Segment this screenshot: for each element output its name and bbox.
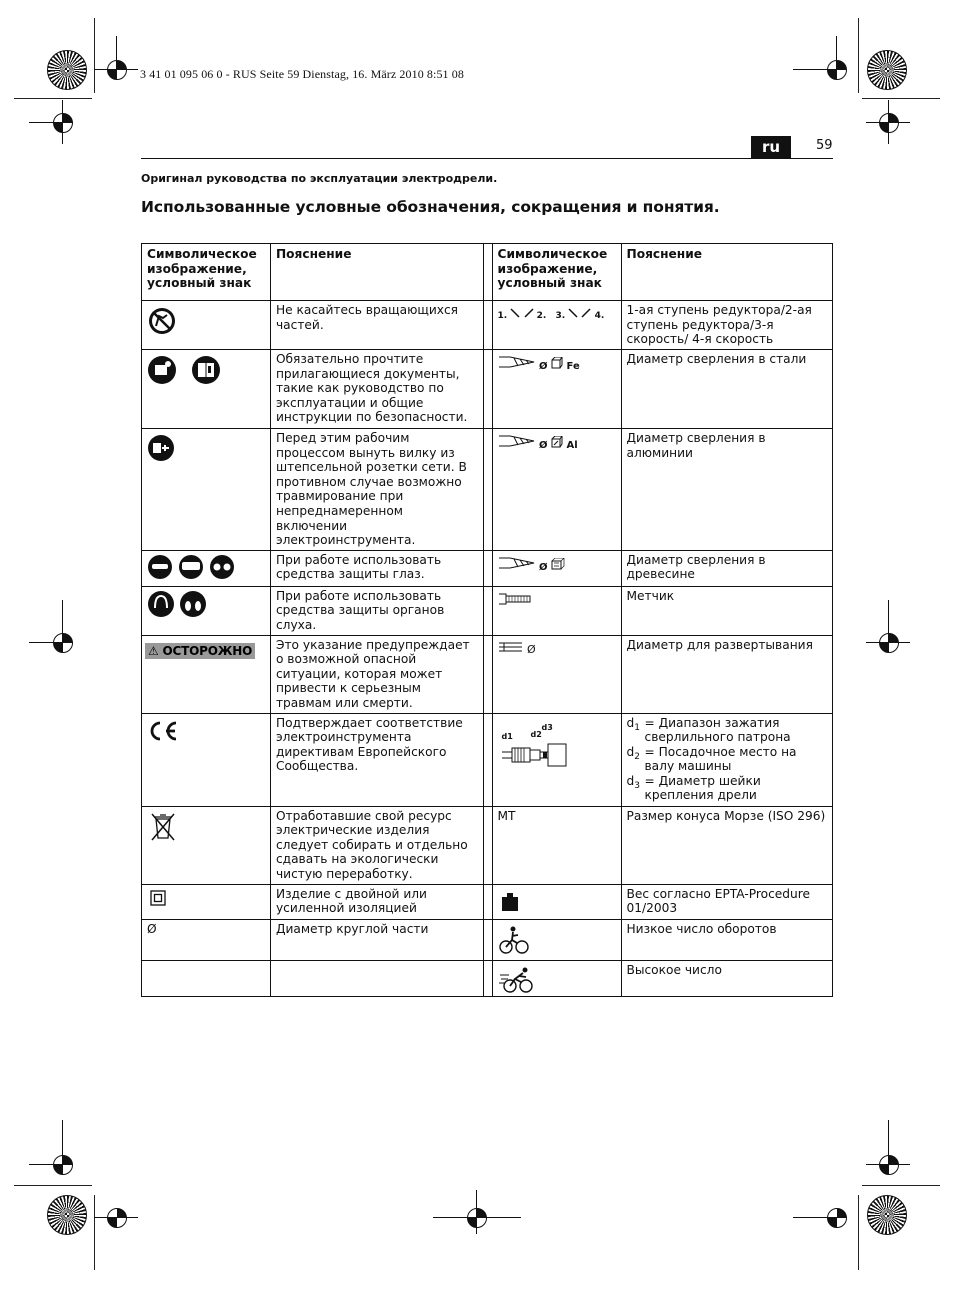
explanation-cell: Вес согласно EPTA-Procedure 01/2003 [621, 884, 833, 919]
table-row [142, 919, 833, 960]
def-symbol: $d_3$ [626, 773, 640, 791]
steel-block-icon [551, 357, 563, 369]
low-speed-cyclist-icon [499, 925, 529, 955]
table-header-row [142, 244, 833, 301]
chuck-drawing [500, 740, 572, 768]
header-explanation-left: Пояснение [270, 244, 483, 301]
gear-step-label: 1. [497, 311, 508, 321]
crop-line [858, 18, 859, 93]
crop-line [862, 98, 940, 99]
crop-line [858, 1195, 859, 1270]
explanation-cell: Диаметр круглой части [270, 919, 483, 960]
def-text: = Диаметр шейки крепления дрели [644, 773, 761, 803]
explanation-cell: Диаметр сверления в стали [621, 350, 833, 429]
drill-bit-icon [568, 308, 578, 318]
warning-label: ⚠ ОСТОРОЖНО [145, 643, 255, 660]
column-gap [483, 586, 492, 635]
explanation-cell: Размер конуса Морзе (ISO 296) [621, 806, 833, 884]
color-rosette-top-left [47, 50, 87, 90]
document-subtitle: Оригинал руководства по эксплуатации электродрели. [141, 172, 498, 185]
table-row [142, 586, 833, 635]
symbol-cell [142, 550, 271, 586]
explanation-cell: Это указание предупреждает о возможной опасной ситуации, которая может привести к серьезным травмам или смерти. [270, 635, 483, 713]
explanation-cell [621, 713, 833, 806]
double-insulation-icon [150, 890, 166, 906]
material-label: Fe [566, 361, 580, 372]
color-rosette-top-right [867, 50, 907, 90]
table-row [142, 884, 833, 919]
explanation-cell: Диаметр сверления в древесине [621, 550, 833, 586]
crosshair-line [888, 100, 889, 144]
column-gap [483, 806, 492, 884]
crosshair-line [62, 100, 63, 144]
do-not-touch-rotating-icon [147, 306, 177, 336]
chuck-definition [627, 745, 828, 774]
symbol-cell [142, 301, 271, 350]
column-gap [483, 429, 492, 551]
chuck-definition [627, 774, 828, 803]
symbol-cell [142, 806, 271, 884]
crop-line [14, 98, 92, 99]
column-gap [483, 713, 492, 806]
symbol-cell [492, 884, 621, 919]
symbol-cell [142, 635, 271, 713]
material-label: Al [566, 440, 578, 451]
table-row [142, 301, 833, 350]
column-gap [483, 635, 492, 713]
drill-bit-icon [524, 308, 534, 318]
diameter-symbol: Ø [527, 642, 536, 656]
aluminium-block-icon [551, 436, 563, 448]
gear-steps-icon [498, 308, 616, 324]
symbol-cell [142, 960, 271, 996]
tap-icon [498, 592, 532, 606]
crosshair-line [793, 69, 837, 70]
diameter-symbol: Ø [539, 361, 548, 372]
crosshair-line [94, 1217, 138, 1218]
crop-line [862, 1185, 940, 1186]
chuck-label-d1: d1 [501, 731, 513, 741]
warning-label-text: ОСТОРОЖНО [162, 643, 253, 658]
explanation-cell: Подтверждает соответствие электроинструмента директивам Европейского Сообщества. [270, 713, 483, 806]
table-row [142, 550, 833, 586]
column-gap [483, 884, 492, 919]
explanation-cell: Высокое число [621, 960, 833, 996]
drill-steel-icon [498, 355, 616, 375]
explanation-cell: Метчик [621, 586, 833, 635]
gear-step-label: 4. [594, 311, 605, 321]
symbol-cell [492, 960, 621, 996]
section-title: Использованные условные обозначения, сокращения и понятия. [141, 198, 720, 216]
explanation-cell: Изделие с двойной или усиленной изоляцией [270, 884, 483, 919]
crosshair-line [62, 600, 63, 644]
print-slug: 3 41 01 095 06 0 - RUS Seite 59 Dienstag, 16. März 2010 8:51 08 [140, 67, 464, 81]
symbol-cell [492, 586, 621, 635]
reamer-bit-icon [498, 641, 524, 653]
symbols-table [141, 243, 833, 997]
column-gap [483, 350, 492, 429]
explanation-cell: Перед этим рабочим процессом вынуть вилку из штепсельной розетки сети. В противном случае возможно травмирование при непреднамеренном включении электроинструмента. [270, 429, 483, 551]
crosshair-line [29, 1164, 73, 1165]
crop-line [94, 1195, 95, 1270]
crosshair-line [866, 1164, 910, 1165]
table-row [142, 960, 833, 996]
color-rosette-bottom-left [47, 1195, 87, 1235]
symbol-cell [142, 350, 271, 429]
drill-bit-icon [498, 556, 536, 570]
def-text: = Посадочное место на валу машины [644, 744, 797, 774]
reamer-icon [498, 641, 616, 658]
explanation-cell: Диаметр для развертывания [621, 635, 833, 713]
table-row [142, 713, 833, 806]
def-symbol: $d_1$ [626, 715, 640, 733]
explanation-cell: При работе использовать средства защиты органов слуха. [270, 586, 483, 635]
symbol-cell [492, 350, 621, 429]
chuck-label-d2: d2 [530, 729, 542, 739]
symbol-cell [492, 550, 621, 586]
weight-icon [501, 892, 519, 912]
gear-step-label: 2. [536, 311, 547, 321]
column-gap [483, 550, 492, 586]
ce-mark-icon [147, 720, 179, 742]
explanation-cell: Низкое число оборотов [621, 919, 833, 960]
crop-line [14, 1185, 92, 1186]
language-badge: ru [751, 136, 791, 158]
wood-block-icon [551, 558, 565, 570]
header-rule [141, 158, 833, 159]
symbol-cell [492, 919, 621, 960]
column-gap [483, 960, 492, 996]
drill-bit-icon [498, 434, 536, 448]
chuck-dims-icon [498, 722, 578, 774]
high-speed-cyclist-icon [499, 966, 535, 994]
header-symbol-left: Символическое изображение, условный знак [142, 244, 271, 301]
crosshair-line [433, 1217, 521, 1218]
drill-bit-icon [510, 308, 520, 318]
eye-protection-icon [147, 554, 235, 581]
header-explanation-right: Пояснение [621, 244, 833, 301]
chuck-definition [627, 716, 828, 745]
explanation-cell: Обязательно прочтите прилагающиеся документы, такие как руководство по эксплуатации и общие инструкции по безопасности. [270, 350, 483, 429]
manual-book-icon [191, 355, 221, 385]
color-rosette-bottom-right [867, 1195, 907, 1235]
drill-bit-icon [581, 308, 591, 318]
symbol-cell: MT [492, 806, 621, 884]
diameter-symbol: Ø [539, 561, 548, 573]
column-gap [483, 919, 492, 960]
crosshair-line [29, 642, 73, 643]
unplug-icon [147, 434, 175, 462]
symbol-cell [142, 586, 271, 635]
crosshair-line [62, 1120, 63, 1164]
read-manual-icon [147, 355, 177, 385]
diameter-symbol: Ø [539, 440, 548, 451]
ear-protection-icon [147, 590, 207, 618]
symbol-cell [492, 429, 621, 551]
explanation-cell: При работе использовать средства защиты глаз. [270, 550, 483, 586]
explanation-cell: Диаметр сверления в алюминии [621, 429, 833, 551]
symbol-cell [492, 301, 621, 350]
crop-line [94, 18, 95, 93]
header-symbol-right: Символическое изображение, условный знак [492, 244, 621, 301]
table-row [142, 635, 833, 713]
chuck-label-d3: d3 [541, 722, 553, 732]
crosshair-line [29, 122, 73, 123]
explanation-cell: 1-ая ступень редуктора/2-ая ступень редуктора/3-я скорость/ 4-я скорость [621, 301, 833, 350]
explanation-cell [270, 960, 483, 996]
crosshair-line [793, 1217, 837, 1218]
table-row [142, 350, 833, 429]
gear-step-label: 3. [555, 311, 566, 321]
def-text: = Диапазон зажатия сверлильного патрона [644, 715, 791, 745]
symbol-cell [142, 884, 271, 919]
explanation-cell: Не касайтесь вращающихся частей. [270, 301, 483, 350]
symbol-cell [492, 713, 621, 806]
symbol-cell [492, 635, 621, 713]
symbol-cell: Ø [142, 919, 271, 960]
table-row [142, 429, 833, 551]
column-gap [483, 301, 492, 350]
explanation-cell: Отработавшие свой ресурс электрические изделия следует собирать и отдельно сдавать на экологически чистую переработку. [270, 806, 483, 884]
crosshair-line [476, 1190, 477, 1234]
drill-wood-icon [498, 556, 616, 576]
column-gap [483, 244, 492, 301]
def-symbol: $d_2$ [626, 744, 640, 762]
symbol-cell [142, 713, 271, 806]
crosshair-line [888, 1120, 889, 1164]
drill-aluminium-icon [498, 434, 616, 454]
crosshair-line [888, 600, 889, 644]
weee-bin-icon [150, 812, 176, 842]
drill-bit-icon [498, 355, 536, 369]
page-number: 59 [816, 138, 833, 153]
table-row [142, 806, 833, 884]
crosshair-line [836, 36, 837, 80]
symbol-cell [142, 429, 271, 551]
crosshair-line [116, 36, 117, 80]
